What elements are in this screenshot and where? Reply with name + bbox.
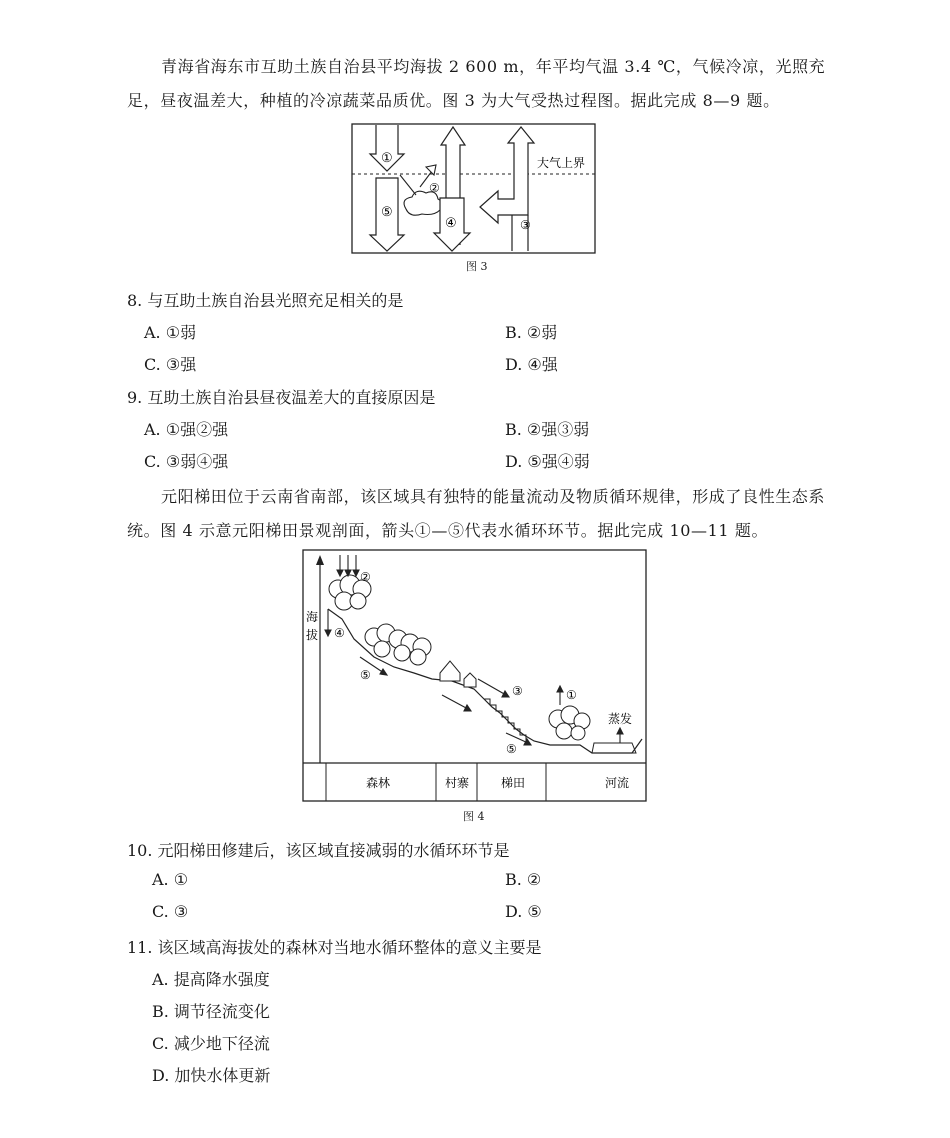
question-10-option-c[interactable]: C. ③ <box>152 902 189 921</box>
question-8-option-d[interactable]: D. ④强 <box>505 355 558 374</box>
question-8-stem: 8. 与互助土族自治县光照充足相关的是 <box>127 291 404 310</box>
axis-label-2: 拔 <box>306 628 319 642</box>
question-9-option-a[interactable]: A. ①强②强 <box>144 420 229 439</box>
figure-4-terrace-profile <box>302 549 648 803</box>
question-10-option-d[interactable]: D. ⑤ <box>505 902 542 921</box>
question-8-option-a[interactable]: A. ①弱 <box>144 323 197 342</box>
question-11-option-a[interactable]: A. 提高降水强度 <box>152 970 270 989</box>
arrow-1-label: ① <box>381 151 393 166</box>
question-11-option-d[interactable]: D. 加快水体更新 <box>152 1066 271 1085</box>
question-11-option-c[interactable]: C. 减少地下径流 <box>152 1034 270 1053</box>
arrow-4-label: ④ <box>445 216 457 231</box>
figure-4-caption: 图 4 <box>463 810 485 823</box>
zone-village-label: 村寨 <box>445 776 470 790</box>
question-10-option-b[interactable]: B. ② <box>505 870 542 889</box>
zone-forest-label: 森林 <box>366 776 391 790</box>
zone-terrace-label: 梯田 <box>501 776 526 790</box>
intro-text-1: 青海省海东市互助土族自治县平均海拔 2 600 m，年平均气温 3.4 ℃，气候冷凉，光照充足，昼夜温差大，种植的冷凉蔬菜品质优。图 3 为大气受热过程图。据此完成 8—9 题。 <box>127 57 826 110</box>
intro-paragraph-1 <box>127 50 847 118</box>
figure-3-atmosphere-heating <box>350 123 598 255</box>
label-3: ③ <box>512 684 523 698</box>
axis-label-1: 海 <box>306 610 319 624</box>
question-11-stem: 11. 该区域高海拔处的森林对当地水循环整体的意义主要是 <box>127 938 542 957</box>
precipitation-arrows <box>337 555 359 576</box>
atmosphere-top-label: 大气上界 <box>537 156 586 170</box>
arrow-5-label: ⑤ <box>381 205 393 220</box>
evaporation-label: 蒸发 <box>608 712 633 726</box>
question-9-option-d[interactable]: D. ⑤强④弱 <box>505 452 590 471</box>
question-10-stem: 10. 元阳梯田修建后，该区域直接减弱的水循环环节是 <box>127 841 510 860</box>
intro-text-2: 元阳梯田位于云南省南部，该区域具有独特的能量流动及物质循环规律，形成了良性生态系统。图 4 示意元阳梯田景观剖面，箭头①—⑤代表水循环环节。据此完成 10—11 题。 <box>127 487 826 540</box>
question-8-option-b[interactable]: B. ②弱 <box>505 323 558 342</box>
label-1: ① <box>566 688 577 702</box>
question-8-option-c[interactable]: C. ③强 <box>144 355 197 374</box>
figure-3-caption: 图 3 <box>466 260 488 273</box>
question-9-option-c[interactable]: C. ③弱④强 <box>144 452 229 471</box>
zone-river-label: 河流 <box>605 776 630 790</box>
question-11-option-b[interactable]: B. 调节径流变化 <box>152 1002 270 1021</box>
arrow-2-label: ② <box>429 181 440 195</box>
question-10-option-a[interactable]: A. ① <box>152 870 189 889</box>
label-2: ② <box>360 570 371 584</box>
label-5-upper: ⑤ <box>360 668 371 682</box>
intro-paragraph-2 <box>127 480 847 548</box>
label-5-lower: ⑤ <box>506 742 517 756</box>
question-9-stem: 9. 互助土族自治县昼夜温差大的直接原因是 <box>127 388 436 407</box>
arrow-3-label: ③ <box>520 218 531 232</box>
label-4: ④ <box>334 626 345 640</box>
question-9-option-b[interactable]: B. ②强③弱 <box>505 420 590 439</box>
